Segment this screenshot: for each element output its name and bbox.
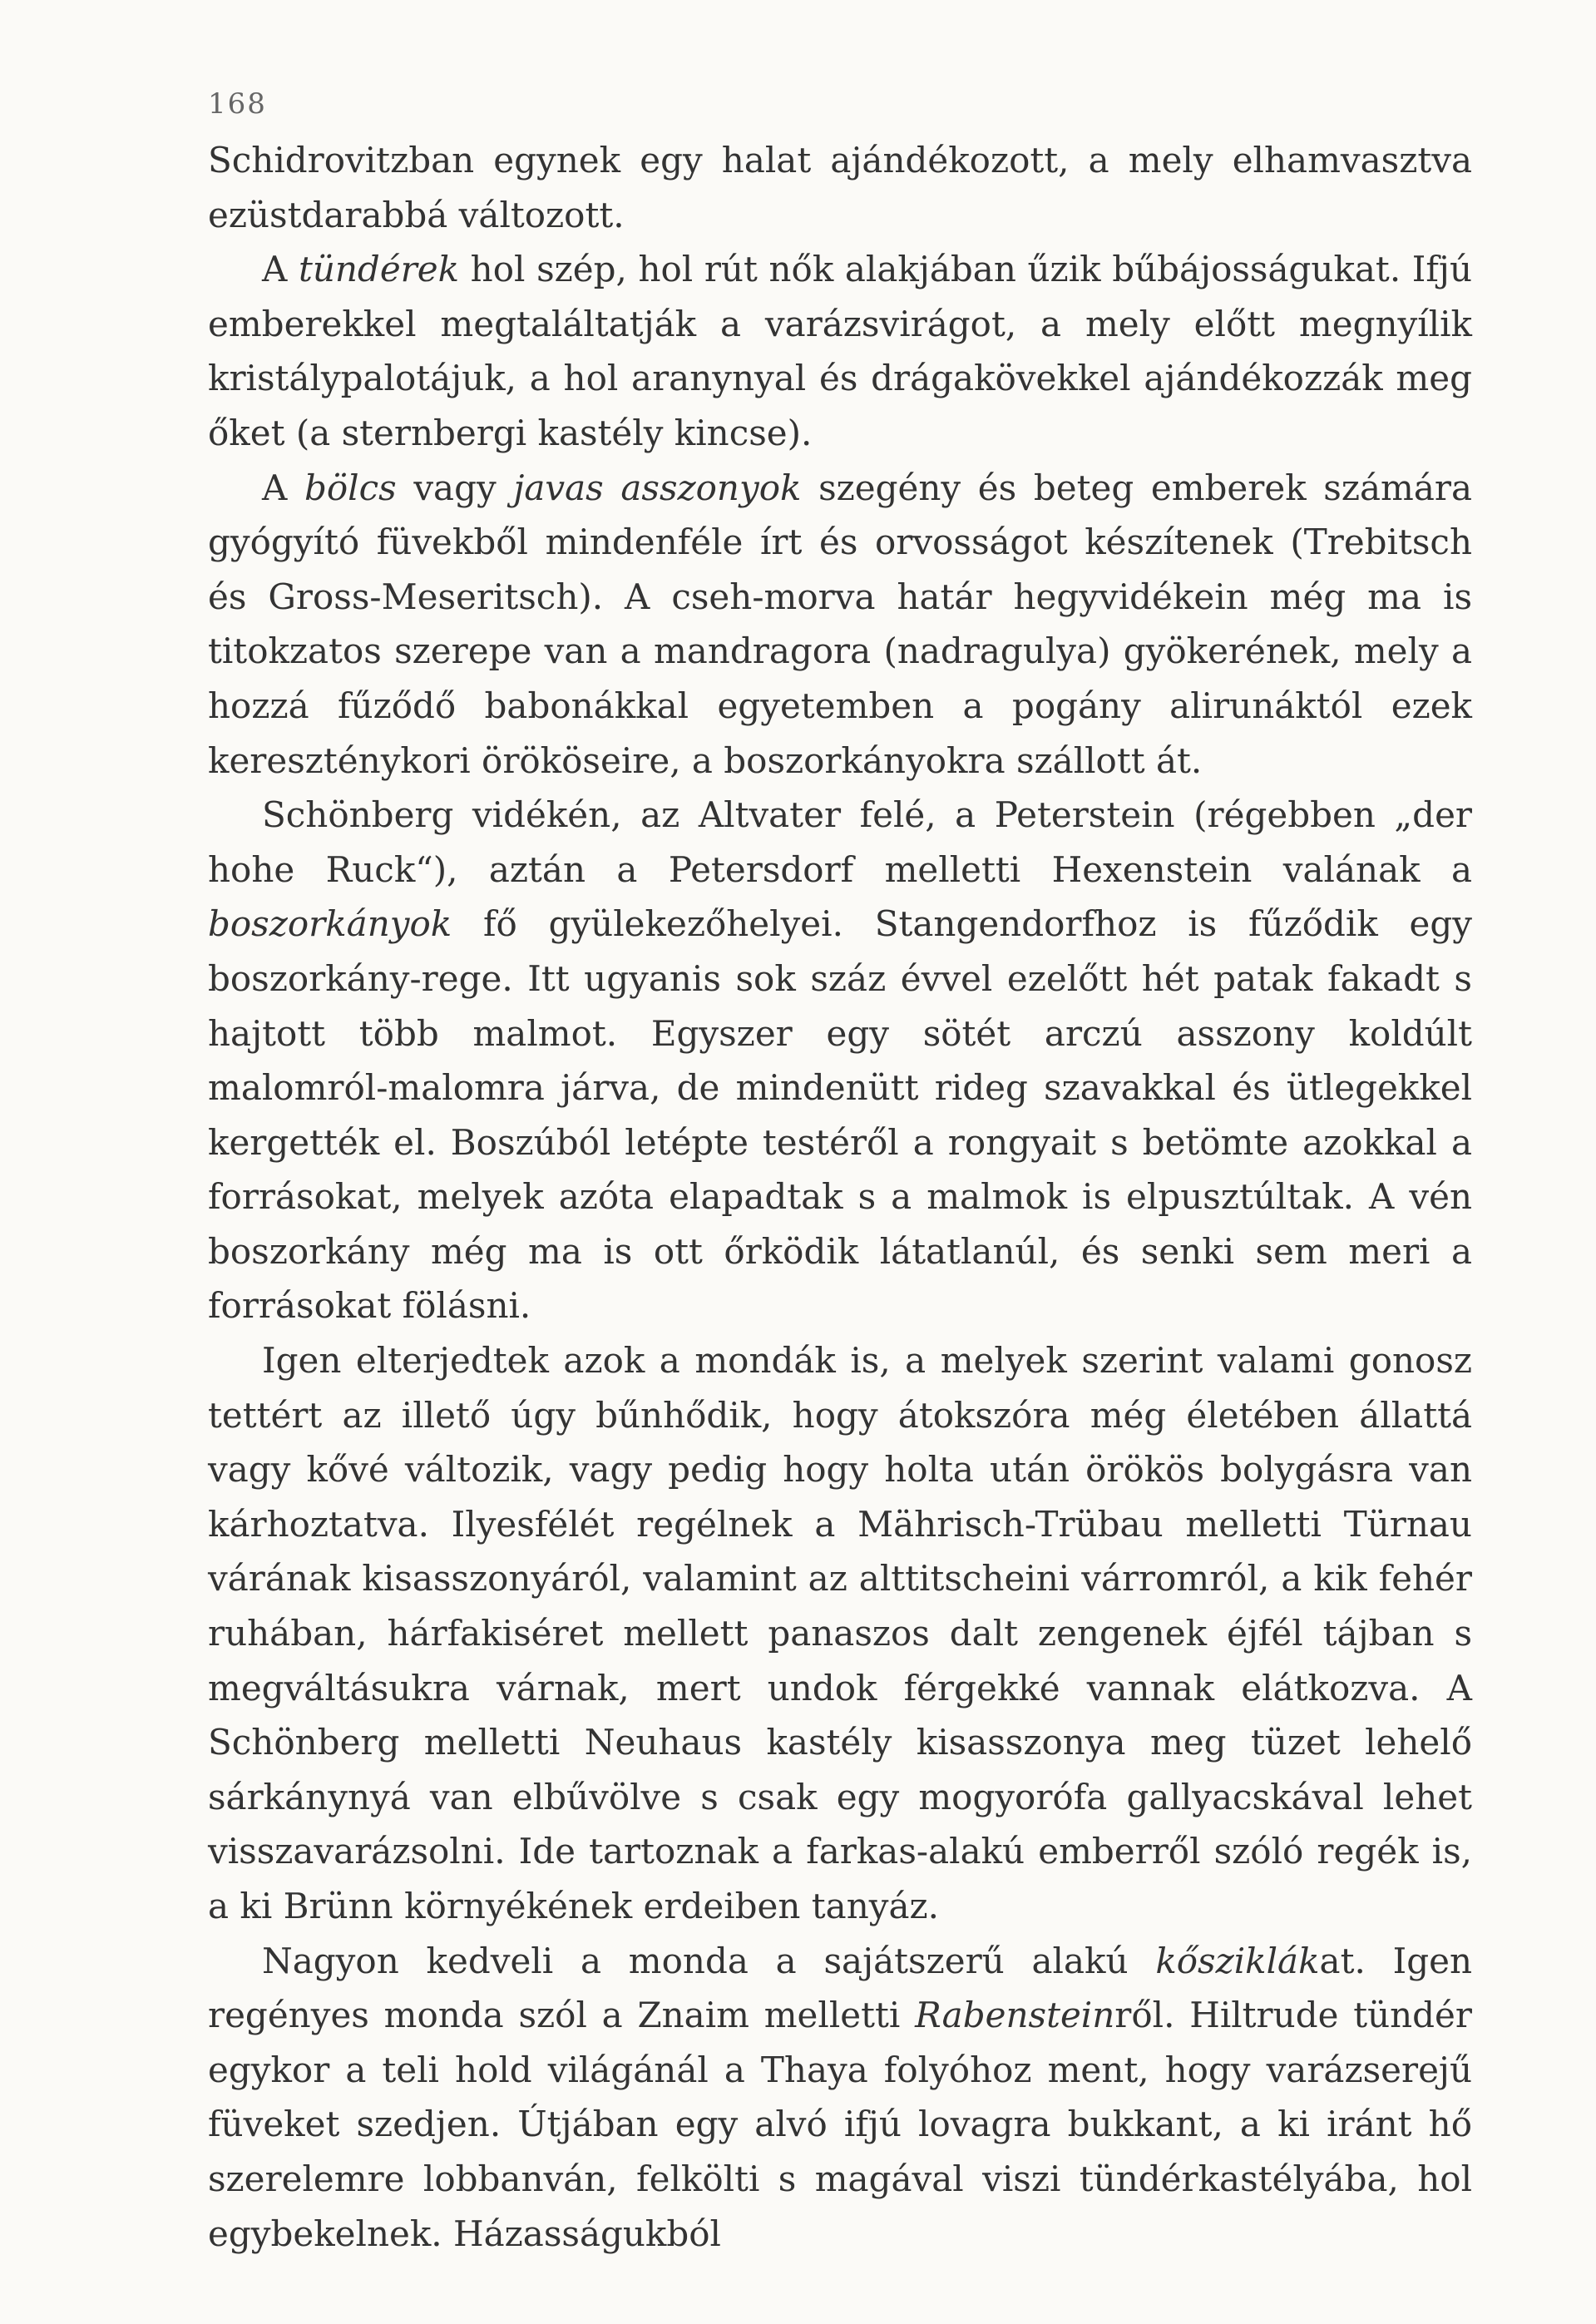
italic-term: bölcs: [304, 467, 397, 508]
italic-term: kősziklák: [1155, 1940, 1320, 1981]
text-run: hol szép, hol rút nők alakjában űzik bűbájosságukat. Ifjú emberekkel megtaláltatják a varázsvirágot, a mely előtt megnyílik kristálypalotájuk, a hol aranynyal és drágakövekkel ajándékozzák meg őket (a sternbergi kastély kincse).: [208, 249, 1472, 453]
text-run: Schönberg vidékén, az Altvater felé, a Peterstein (régebben „der hohe Ruck“), aztán a Petersdorf melletti Hexenstein valának a: [208, 794, 1472, 890]
italic-term: Rabenstein: [915, 1995, 1115, 2036]
paragraph: [208, 133, 1472, 242]
paragraph: [208, 1934, 1472, 2262]
text-run: ről. Hiltrude tündér egykor a teli hold világánál a Thaya folyóhoz ment, hogy varázserejű füveket szedjen. Útjában egy alvó ifjú lovagra bukkant, a ki iránt hő szerelemre lobbanván, felkölti s magával viszi tündérkastélyába, hol egybekelnek. Házasságukból: [208, 1995, 1472, 2254]
text-run: at. Igen regényes monda szól a Znaim melletti: [208, 1940, 1472, 2036]
text-run: szegény és beteg emberek számára gyógyító füvekből mindenféle írt és orvosságot készítenek (Trebitsch és Gross-Meseritsch). A cseh-morva határ hegyvidékein még ma is titokzatos szerepe van a mandragora (nadragulya) gyökerének, mely a hozzá fűződő babonákkal egyetemben a pogány alirunáktól ezek kereszténykori örököseire, a boszorkányokra szállott át.: [208, 467, 1473, 781]
text-run: Igen elterjedtek azok a mondák is, a melyek szerint valami gonosz tettért az illető úgy bűnhődik, hogy átokszóra még életében állattá vagy kővé változik, vagy pedig hogy holta után örökös bolygásra van kárhoztatva. Ilyesfélét regélnek a Mährisch-Trübau melletti Türnau várának kisasszonyáról, valamint az alttitscheini várromról, a kik fehér ruhában, hárfakiséret mellett panaszos dalt zengenek éjfél tájban s megváltásukra várnak, mert undok férgekké vannak elátkozva. A Schönberg melletti Neuhaus kastély kisasszonya meg tüzet lehelő sárkánynyá van elbűvölve s csak egy mogyorófa gallyacskával lehet visszavarázsolni. Ide tartoznak a farkas-alakú emberről szóló regék is, a ki Brünn környékének erdeiben tanyáz.: [208, 1340, 1472, 1926]
italic-term: tündérek: [298, 249, 460, 290]
italic-term: boszorkányok: [208, 903, 452, 945]
page-number: 168: [208, 87, 267, 121]
paragraph: [208, 1333, 1472, 1934]
text-run: Schidrovitzban egynek egy halat ajándékozott, a mely elhamvasztva ezüstdarabbá változott.: [208, 140, 1472, 235]
body-text: [208, 133, 1472, 2261]
text-run: A: [262, 467, 304, 508]
text-run: vagy: [396, 467, 514, 508]
paragraph: [208, 788, 1472, 1333]
text-run: fő gyülekezőhelyei. Stangendorfhoz is fűződik egy boszorkány-rege. Itt ugyanis sok száz évvel ezelőtt hét patak fakadt s hajtott több malmot. Egyszer egy sötét arczú asszony koldúlt malomról-malomra járva, de mindenütt rideg szavakkal és ütlegekkel kergették el. Boszúból letépte testéről a rongyait s betömte azokkal a forrásokat, melyek azóta elapadtak s a malmok is elpusztúltak. A vén boszorkány még ma is ott őrködik látatlanúl, és senki sem meri a forrásokat fölásni.: [208, 903, 1472, 1327]
text-run: A: [262, 249, 299, 290]
text-run: Nagyon kedveli a monda a sajátszerű alakú: [262, 1940, 1156, 1981]
paragraph: [208, 461, 1472, 789]
paragraph: [208, 242, 1472, 460]
italic-term: javas asszonyok: [513, 467, 802, 508]
